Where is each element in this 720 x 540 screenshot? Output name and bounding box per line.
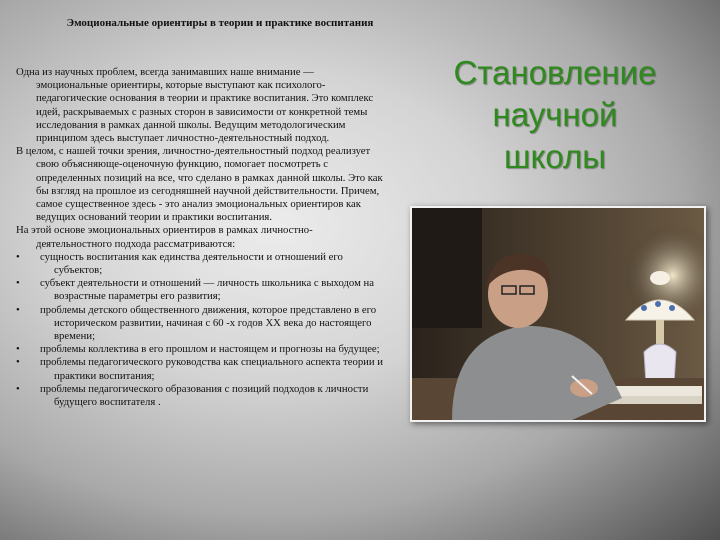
heading-line: Становление	[453, 54, 657, 91]
bullet-text: сущность воспитания как единства деятельности и отношений его субъектов;	[40, 250, 343, 277]
portrait-photo	[410, 206, 706, 422]
photo-illustration	[412, 208, 704, 420]
lamp-top-icon	[650, 271, 670, 285]
window-dark	[412, 208, 482, 328]
slide-heading	[420, 52, 690, 178]
bullet-text: субъект деятельности и отношений — личность школьника с выходом на возрастные параметры его развития;	[40, 277, 374, 303]
bullet-icon: •	[16, 382, 20, 395]
bullet-item	[16, 356, 388, 382]
bullet-item	[16, 277, 388, 303]
bullet-icon: •	[16, 356, 20, 369]
bullet-item	[16, 304, 388, 344]
bullet-text: проблемы коллектива в его прошлом и настоящем и прогнозы на будущее;	[40, 343, 380, 356]
bullet-icon: •	[16, 303, 20, 316]
bullet-text: проблемы педагогического образования с позиций подходов к личности будущего воспитателя .	[40, 382, 369, 409]
bullet-item	[16, 343, 388, 356]
paragraph: В целом, с нашей точки зрения, личностно-деятельностный подход реализует свою объясняюще-оценочную функцию, помогает посмотреть с определенных позиций на все, что сделано в рамках данной школы. Это как бы взгляд на прошлое из сегодняшней научной действительности. Причем, самое существенное здесь - это анализ эмоциональных ориентиров как ведущих оснований теории и практики воспитания.	[16, 145, 383, 224]
bullet-icon: •	[16, 277, 20, 290]
paragraph: Одна из научных проблем, всегда занимавших наше внимание — эмоциональные ориентиры, которые выступают как психолого-педагогические основания в теории и практике воспитания. Это комплекс идей, раскрываемых с разных сторон в зависимости от конкретной темы исследования в рамках данной школы. Ведущим методологическим принципом здесь выступает личностно-деятельностный подход.	[16, 66, 374, 145]
heading-line: школы	[504, 138, 606, 175]
bullet-item	[16, 251, 388, 277]
bullet-text: проблемы детского общественного движения, которое представлено в его историческом развитии, начиная с 60 -х годов XX века до настоящего времени;	[40, 303, 377, 343]
body-text	[16, 66, 388, 409]
heading-line: научной	[492, 96, 618, 133]
bullet-icon: •	[16, 250, 20, 263]
slide-title: Эмоциональные ориентиры в теории и практике воспитания	[66, 17, 374, 29]
paragraph: На этой основе эмоциональных ориентиров в рамках личностно-деятельностного подхода рассматриваются:	[16, 224, 313, 250]
bullet-icon: •	[16, 343, 20, 356]
bullet-item	[16, 383, 388, 409]
bullet-text: проблемы педагогического руководства как специального аспекта теории и практики воспитания;	[40, 356, 383, 382]
